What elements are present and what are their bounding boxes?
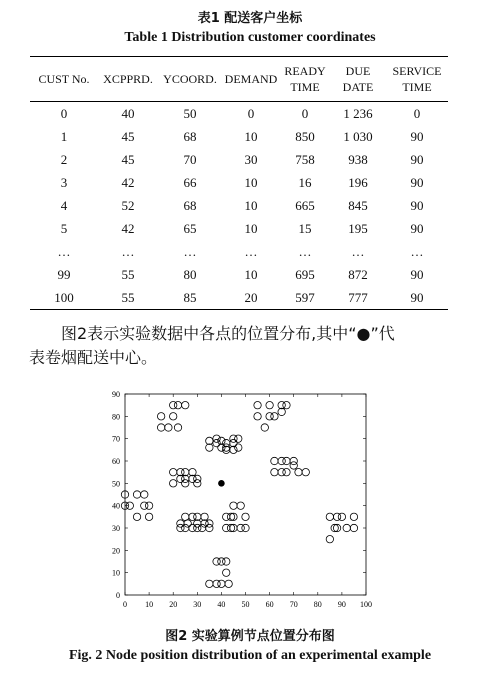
y-tick-label: 10 (112, 568, 120, 578)
customer-point (213, 580, 220, 587)
paragraph-line-1: 图2表示实验数据中各点的位置分布,其中“●”代 (61, 324, 395, 343)
table-cell: 50 (183, 105, 197, 121)
customer-point (283, 401, 290, 408)
customer-point (230, 502, 237, 509)
y-tick-label: 90 (112, 390, 120, 399)
x-tick-label: 70 (289, 600, 298, 609)
customer-point (157, 413, 164, 420)
y-tick-label: 80 (112, 412, 120, 422)
table-cell: 16 (298, 174, 312, 190)
table-header-row (30, 57, 448, 102)
customer-point (174, 424, 181, 431)
x-tick-label: 40 (217, 600, 226, 609)
customer-point (271, 457, 278, 464)
customer-point (213, 435, 220, 442)
table-cell: 2 (60, 151, 68, 167)
paragraph-line-2: 表卷烟配送中心。 (29, 348, 158, 367)
customer-point (350, 524, 357, 531)
body-paragraph (29, 322, 449, 370)
table-cell: 99 (57, 266, 71, 282)
customer-point (141, 491, 148, 498)
customer-point (218, 444, 225, 451)
table-cell: … (57, 243, 71, 259)
y-tick-label: 20 (112, 546, 120, 556)
customer-point (271, 413, 278, 420)
customer-point (326, 535, 333, 542)
table-row (30, 125, 448, 148)
table-cell: 90 (410, 174, 424, 190)
table-cell: 90 (410, 266, 424, 282)
table-cell: 872 (348, 266, 368, 282)
table-row (30, 148, 448, 171)
table-cell: 70 (183, 151, 197, 167)
table-cell: 4 (60, 197, 68, 213)
table-cell: 5 (60, 220, 68, 236)
figure-caption-en: Fig. 2 Node position distribution of an experimental example (68, 648, 432, 663)
table-cell: … (121, 243, 135, 259)
table-cell: 90 (410, 128, 424, 144)
table-cell: 100 (30, 286, 98, 310)
customer-point (177, 468, 184, 475)
customer-point (223, 569, 230, 576)
table-cell: 66 (183, 174, 197, 190)
customer-point (266, 401, 273, 408)
customer-point (218, 437, 225, 444)
table-cell: 10 (244, 266, 258, 282)
table-caption-en: Table 1 Distribution customer coordinates (124, 30, 376, 45)
customer-point (225, 580, 232, 587)
customer-point (235, 444, 242, 451)
x-tick-label: 10 (145, 600, 154, 609)
table-cell: 55 (98, 286, 158, 310)
table-row (30, 240, 448, 263)
customer-point (283, 468, 290, 475)
table-cell: 938 (348, 151, 368, 167)
table-cell: 597 (280, 286, 330, 310)
table-cell: 695 (295, 266, 315, 282)
customer-point (223, 558, 230, 565)
table-cell: 90 (410, 151, 424, 167)
customer-point (254, 401, 261, 408)
table-row (30, 263, 448, 286)
customer-point (230, 439, 237, 446)
table-cell: 0 (60, 105, 68, 121)
header-xcoord: XCPPRD. (98, 57, 158, 102)
table-cell: 0 (413, 105, 421, 121)
customer-point (201, 520, 208, 527)
table-cell: 55 (121, 266, 135, 282)
table-cell: 45 (121, 128, 135, 144)
table-cell: 68 (183, 128, 197, 144)
x-tick-label: 30 (193, 600, 202, 609)
table-cell: 20 (222, 286, 280, 310)
header-ycoord: YCOORD. (158, 57, 222, 102)
customer-point (170, 401, 177, 408)
x-tick-label: 50 (241, 600, 250, 609)
table-cell: … (351, 243, 365, 259)
table-cell: 758 (295, 151, 315, 167)
customer-point (242, 513, 249, 520)
customer-point (302, 468, 309, 475)
customer-point (213, 558, 220, 565)
customer-point (184, 520, 191, 527)
node-position-scatter-plot (95, 385, 385, 615)
x-tick-label: 80 (313, 600, 322, 609)
customer-point (201, 513, 208, 520)
customer-point (271, 468, 278, 475)
customer-point (133, 491, 140, 498)
y-tick-label: 30 (112, 524, 120, 533)
table-row (30, 171, 448, 194)
table-cell: 15 (298, 220, 312, 236)
table-cell: 52 (121, 197, 135, 213)
table-cell: 80 (183, 266, 197, 282)
customer-point (261, 424, 268, 431)
y-tick-label: 60 (112, 457, 120, 466)
customer-point (235, 435, 242, 442)
customer-point (182, 513, 189, 520)
table-cell: 30 (244, 151, 258, 167)
customer-point (141, 502, 148, 509)
header-due-date: DUE DATE (330, 57, 386, 102)
table-cell: 45 (121, 151, 135, 167)
table-cell: … (298, 243, 312, 259)
customer-point (206, 444, 213, 451)
table-cell: 65 (183, 220, 197, 236)
table-cell: 3 (60, 174, 68, 190)
customer-point (194, 480, 201, 487)
table-cell: 665 (295, 197, 315, 213)
customer-point (194, 520, 201, 527)
table-row (30, 102, 448, 126)
customer-point (254, 413, 261, 420)
table-cell: … (183, 243, 197, 259)
table-cell: 845 (348, 197, 368, 213)
customer-point (206, 524, 213, 531)
table-cell: 90 (410, 220, 424, 236)
header-cust-no: CUST No. (30, 57, 98, 102)
customer-point (177, 520, 184, 527)
customer-point (165, 424, 172, 431)
y-tick-label: 40 (112, 501, 120, 511)
customer-point (182, 401, 189, 408)
customer-point (170, 413, 177, 420)
customer-point (177, 524, 184, 531)
customer-point (295, 468, 302, 475)
customer-point (237, 524, 244, 531)
customer-point (133, 513, 140, 520)
table-caption-cn: 表1 配送客户坐标 (197, 11, 303, 26)
y-tick-label: 50 (112, 479, 120, 489)
customer-point (326, 513, 333, 520)
customer-point (170, 480, 177, 487)
table-cell: 90 (386, 286, 448, 310)
table-row (30, 286, 448, 310)
customer-point (338, 513, 345, 520)
table-cell: 0 (301, 105, 309, 121)
table-row (30, 217, 448, 240)
customer-point (170, 468, 177, 475)
table-cell: … (410, 243, 424, 259)
table-cell: 68 (183, 197, 197, 213)
x-tick-label: 90 (337, 600, 346, 609)
y-tick-label: 70 (112, 434, 120, 444)
customer-point (189, 475, 196, 482)
customer-point (343, 524, 350, 531)
figure-caption-cn: 图2 实验算例节点位置分布图 (165, 629, 335, 644)
table-cell: 0 (247, 105, 255, 121)
x-tick-label: 0 (123, 600, 127, 609)
table-body (30, 102, 448, 310)
table-cell: 40 (121, 105, 135, 121)
customer-point (182, 480, 189, 487)
depot-point (218, 480, 225, 487)
y-tick-label: 0 (116, 591, 120, 600)
customer-point (189, 468, 196, 475)
customer-point (290, 462, 297, 469)
customer-point (350, 513, 357, 520)
table-cell: 1 236 (343, 105, 373, 121)
customer-point (223, 439, 230, 446)
table-cell: 850 (295, 128, 315, 144)
table-cell: 196 (348, 174, 368, 190)
customer-point (237, 502, 244, 509)
table-cell: 85 (158, 286, 222, 310)
table-cell: 1 030 (343, 128, 373, 144)
customer-point (206, 580, 213, 587)
table-cell: 90 (410, 197, 424, 213)
table-row (30, 194, 448, 217)
table-cell: 10 (244, 128, 258, 144)
customer-point (278, 408, 285, 415)
customer-point (213, 439, 220, 446)
customer-point (189, 524, 196, 531)
table-cell: 10 (244, 174, 258, 190)
customer-point (189, 513, 196, 520)
x-tick-label: 60 (265, 600, 274, 609)
x-tick-label: 100 (360, 600, 372, 609)
header-service-time: SERVICE TIME (386, 57, 448, 102)
customer-point (177, 475, 184, 482)
customer-point (206, 437, 213, 444)
x-tick-label: 20 (169, 600, 178, 609)
customer-point (157, 424, 164, 431)
customer-point (283, 457, 290, 464)
customer-point (145, 513, 152, 520)
customer-point (230, 446, 237, 453)
table-cell: 42 (121, 174, 135, 190)
header-ready-time: READY TIME (280, 57, 330, 102)
customer-coordinates-table (30, 56, 448, 310)
table-cell: … (244, 243, 258, 259)
table-cell: 195 (348, 220, 368, 236)
customer-point (223, 513, 230, 520)
customer-point (290, 457, 297, 464)
table-cell: 777 (330, 286, 386, 310)
table-cell: 1 (60, 128, 68, 144)
table-cell: 10 (244, 220, 258, 236)
table-cell: 42 (121, 220, 135, 236)
header-demand: DEMAND (222, 57, 280, 102)
table-cell: 10 (244, 197, 258, 213)
